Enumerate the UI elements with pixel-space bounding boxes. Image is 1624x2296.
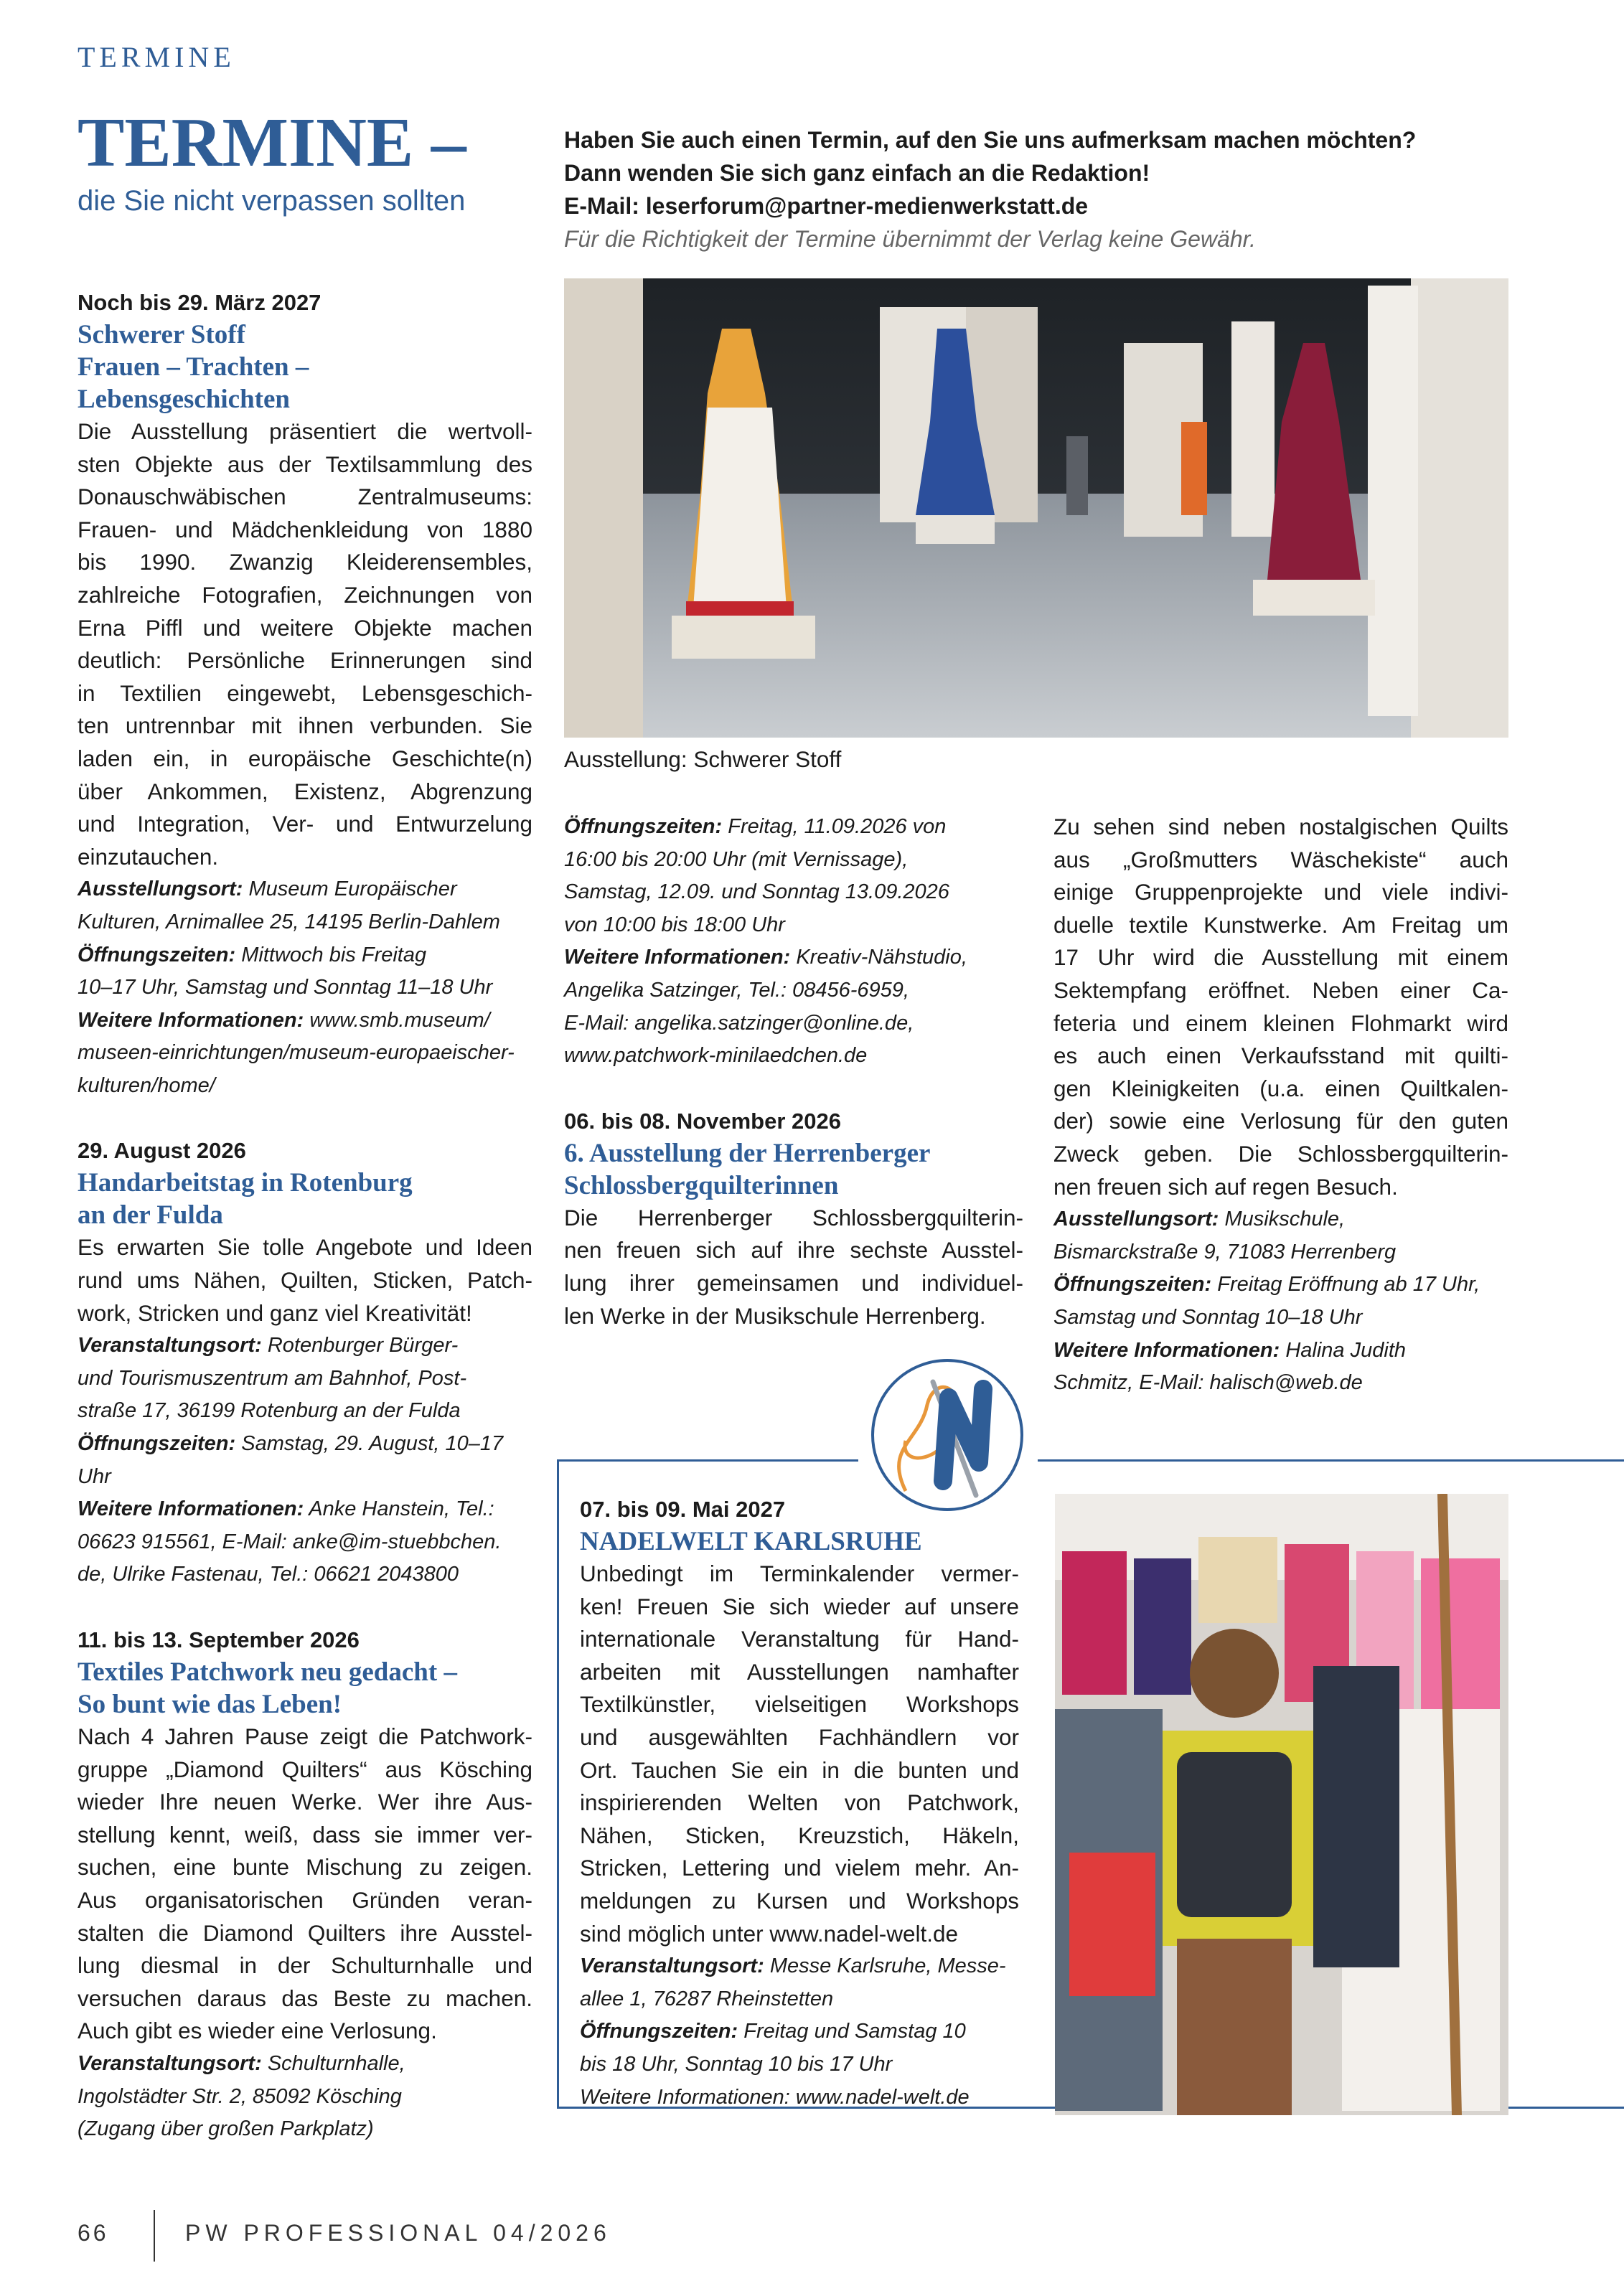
body-line: stalten die Diamond Quilters ihre Ausstel- [78,1919,532,1946]
publication-name: PW PROFESSIONAL 04/2026 [185,2220,611,2246]
body-line: sind möglich unter www.nadel-welt.de [580,1920,959,1947]
event-info: Weitere Informationen: www.smb.museum/ museen-einrichtungen/museum-europaeischer- kulturen/home/ [78,1008,515,1097]
body-line: sten Objekte aus der Textilsammlung des [78,451,532,477]
box-top-left-line [557,1459,858,1462]
body-line: und ausgewählten Fachhändlern vor [580,1723,1019,1750]
body-line: deutlich: Persönliche Erinnerungen sind [78,647,532,674]
fair-photo [1055,1494,1508,2115]
body-line: bis 1990. Zwanzig Kleiderensembles, [78,549,532,575]
body-line: Aus organisatorischen Gründen veran- [78,1886,532,1913]
event-title-line: an der Fulda [78,1200,223,1231]
event-title-line: Schlossbergquilterinnen [564,1170,839,1200]
event-title-line: Lebensgeschichten [78,385,290,414]
page-subtitle: die Sie nicht verpassen sollten [78,185,466,217]
event-hours: Öffnungszeiten: Freitag und Samstag 10 bis 18 Uhr, Sonntag 10 bis 17 Uhr [580,2020,966,2076]
body-line: aus „Großmutters Wäschekiste“ auch [1053,846,1508,872]
event-title-line: NADELWELT KARLSRUHE [580,1527,922,1556]
body-line: gruppe „Diamond Quilters“ aus Kösching [78,1756,532,1782]
event-venue: Ausstellungsort: Musikschule, Bismarckstraße 9, 71083 Herrenberg [1053,1208,1397,1264]
event-textiles-patchwork [78,1624,532,2146]
body-line: meldungen zu Kursen und Workshops [580,1887,1019,1914]
event-title-line: Handarbeitstag in Rotenburg [78,1168,413,1198]
event-date: 07. bis 09. Mai 2027 [580,1497,786,1522]
body-line: Nähen, Sticken, Kreuzstich, Häkeln, [580,1822,1019,1848]
body-line: len Werke in der Musikschule Herrenberg. [564,1302,986,1329]
event-schwerer-stoff [78,287,532,1102]
event-date: 06. bis 08. November 2026 [564,1108,842,1134]
event-handarbeitstag [78,1135,532,1591]
event-hours: Öffnungszeiten: Samstag, 29. August, 10–17 Uhr [78,1432,504,1488]
body-line: und Integration, Ver- und Entwurzelung [78,811,532,837]
box-left-line [557,1459,559,2109]
body-line: nen freuen sich auf ihre sechste Ausstel- [564,1237,1023,1264]
body-line: laden ein, in europäische Geschichte(n) [78,745,532,771]
body-line: ten untrennbar mit ihnen verbunden. Sie [78,712,532,739]
body-line: über Ankommen, Existenz, Abgrenzung [78,778,532,804]
body-line: inspirierenden Welten von Patchwork, [580,1789,1019,1816]
body-line: in Textilien eingewebt, Lebensgeschich- [78,679,532,706]
section-kicker: TERMINE [78,41,235,73]
body-line: Auch gibt es wieder eine Verlosung. [78,2018,437,2044]
body-line: zahlreiche Fotografien, Zeichnungen von [78,581,532,608]
event-herrenberg [564,1106,1023,1332]
page-number: 66 [78,2220,109,2246]
column-right [1053,811,1508,1400]
body-line: Unbedingt im Terminkalender vermer- [580,1561,1019,1586]
fair-photo-illustration [1055,1494,1508,2115]
body-line: arbeiten mit Ausstellungen namhafter [580,1658,1019,1685]
event-hours: Öffnungszeiten: Mittwoch bis Freitag 10–17 Uhr, Samstag und Sonntag 11–18 Uhr [78,943,493,999]
body-line: work, Stricken und ganz viel Kreativität! [78,1299,472,1326]
exhibition-photo-illustration [564,278,1508,738]
body-line: wieder Ihre neuen Werke. Wer ihre Aus- [78,1789,532,1815]
body-line: suchen, eine bunte Mischung zu zeigen. [78,1854,532,1881]
page-title: TERMINE – [78,104,466,182]
exhibition-photo [564,278,1508,738]
body-line: Nach 4 Jahren Pause zeigt die Patchwork- [78,1723,532,1749]
event-title-line: Frauen – Trachten – [78,352,309,382]
body-line: Zweck geben. Die Schlossbergquilterin- [1053,1140,1508,1167]
body-line: Erna Piffl und weitere Objekte machen [78,614,532,641]
body-line: es auch einen Verkaufsstand mit quilti- [1053,1043,1508,1069]
body-line: Textilkünstler, vielseitigen Workshops [580,1691,1019,1718]
event-info: Weitere Informationen: Halina Judith Schmitz, E-Mail: halisch@web.de [1053,1338,1406,1395]
event-hours: Öffnungszeiten: Freitag, 11.09.2026 von 16:00 bis 20:00 Uhr (mit Vernissage), Samstag, 12.09. und Sonntag 13.09.2026 von 10:00 bis 18:00 Uhr [564,815,949,936]
body-line: internationale Veranstaltung für Hand- [580,1626,1019,1652]
body-line: Es erwarten Sie tolle Angebote und Ideen [78,1234,532,1261]
event-title-line: Schwerer Stoff [78,320,245,349]
event-body [1053,811,1508,1203]
body-line: Ort. Tauchen Sie ein in die bunten und [580,1756,1019,1783]
body-line: lung diesmal in der Schulturnhalle und [78,1952,532,1979]
intro-line-2: Dann wenden Sie sich ganz einfach an die Redaktion! [564,160,1150,186]
box-top-right-line [1038,1459,1624,1462]
event-title-line: 6. Ausstellung der Herrenberger [564,1138,931,1168]
event-info: Weitere Informationen: Kreativ-Nähstudio, Angelika Satzinger, Tel.: 08456-6959, E-Mail: angelika.satzinger@online.de, www.patchwork-minilaedchen.de [564,946,967,1068]
body-line: Die Herrenberger Schlossbergquilterin- [564,1204,1023,1231]
body-line: rund ums Nähen, Quilten, Sticken, Patch- [78,1267,532,1294]
event-venue: Veranstaltungsort: Rotenburger Bürger- und Tourismuszentrum am Bahnhof, Post- straße 17, 36199 Rotenburg an der Fulda [78,1334,467,1423]
body-line: einige Gruppenprojekte und viele indivi- [1053,879,1508,905]
body-line: der) sowie eine Verlosung für den guten [1053,1108,1508,1134]
body-line: nen freuen sich auf regen Besuch. [1053,1173,1398,1200]
body-line: Frauen- und Mädchenkleidung von 1880 [78,516,532,542]
body-line: Zu sehen sind neben nostalgischen Quilts [1053,814,1508,839]
event-title-line: Textiles Patchwork neu gedacht – [78,1657,457,1687]
body-line: versuchen daraus das Beste zu machen. [78,1985,532,2011]
event-venue: Veranstaltungsort: Schulturnhalle, Ingolstädter Str. 2, 85092 Kösching (Zugang über großen Parkplatz) [78,2051,405,2141]
intro-disclaimer: Für die Richtigkeit der Termine übernimmt der Verlag keine Gewähr. [564,226,1256,252]
event-date: 29. August 2026 [78,1138,246,1164]
event-venue: Veranstaltungsort: Messe Karlsruhe, Messe- allee 1, 76287 Rheinstetten [580,1954,1006,2010]
body-line: Donauschwäbischen Zentralmuseums: [78,484,532,510]
event-textiles-patchwork-details [564,811,1023,1073]
event-nadelwelt [580,1494,1019,2114]
body-line: Die Ausstellung präsentiert die wertvoll- [78,418,532,444]
body-line: Stricken, Lettering und vielem mehr. An- [580,1855,1019,1881]
event-venue: Ausstellungsort: Museum Europäischer Kulturen, Arnimallee 25, 14195 Berlin-Dahlem [78,878,500,933]
column-middle [564,811,1023,1332]
body-line: stellung kennt, weiß, dass sie immer ver- [78,1821,532,1848]
body-line: Sektempfang eröffnet. Neben einer Ca- [1053,977,1508,1003]
photo-caption: Ausstellung: Schwerer Stoff [564,746,842,772]
body-line: ken! Freuen Sie sich wieder auf unsere [580,1593,1019,1619]
event-info: Weitere Informationen: Anke Hanstein, Tel.: 06623 915561, E-Mail: anke@im-stuebbchen. de, Ulrike Fastenau, Tel.: 06621 2043800 [78,1497,502,1586]
event-body [78,1721,532,2048]
intro-line-1: Haben Sie auch einen Termin, auf den Sie uns aufmerksam machen möchten? [564,127,1417,153]
body-line: feteria und einem kleinen Flohmarkt wird [1053,1010,1508,1036]
event-body [580,1558,1019,1950]
column-left [78,287,532,2146]
event-date: Noch bis 29. März 2027 [78,290,321,315]
event-body [78,415,532,873]
event-info: Weitere Informationen: www.nadel-welt.de [580,2085,970,2109]
body-line: duelle textile Kunstwerke. Am Freitag um [1053,911,1508,938]
event-date: 11. bis 13. September 2026 [78,1627,360,1652]
body-line: 17 Uhr wird die Ausstellung mit einem [1053,944,1508,971]
event-title-line: So bunt wie das Leben! [78,1690,342,1719]
intro-block [564,123,1526,255]
body-line: gen Kleinigkeiten (u.a. einen Quiltkalen- [1053,1075,1508,1101]
intro-email: E-Mail: leserforum@partner-medienwerkstatt.de [564,193,1089,219]
event-body [564,1202,1023,1332]
body-line: lung ihrer gemeinsamen und individuel- [564,1269,1023,1296]
event-body [78,1231,532,1330]
body-line: einzutauchen. [78,843,219,870]
footer-divider [154,2210,155,2262]
event-hours: Öffnungszeiten: Freitag Eröffnung ab 17 Uhr, Samstag und Sonntag 10–18 Uhr [1053,1273,1480,1329]
